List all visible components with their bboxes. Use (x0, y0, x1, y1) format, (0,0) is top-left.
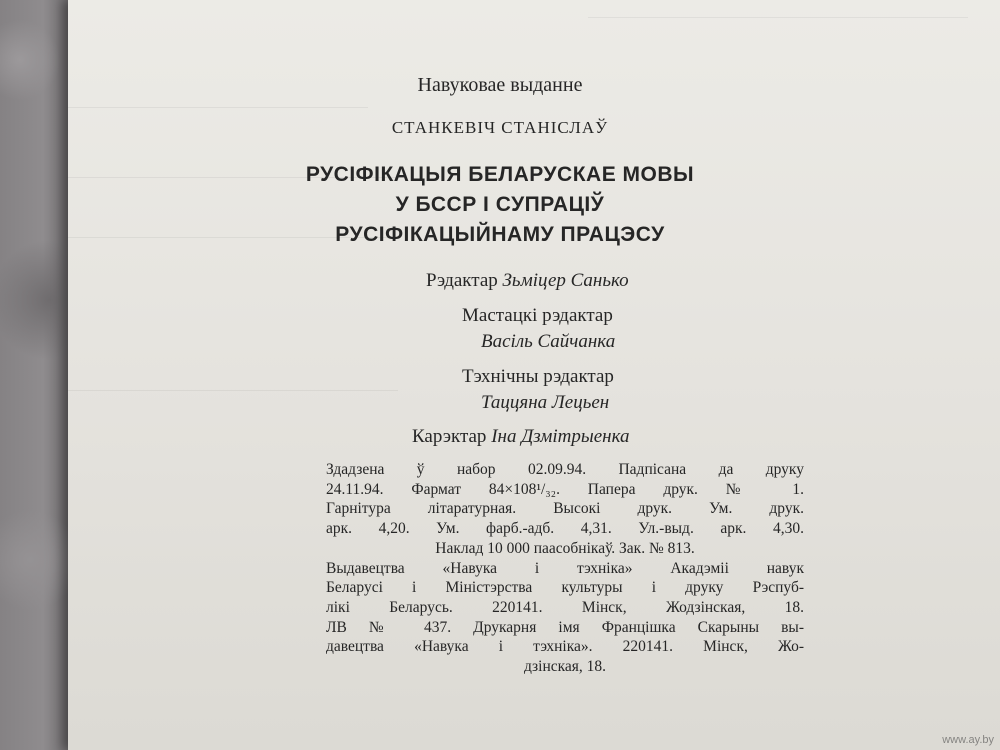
imprint-line: Выдавецтва «Навука і тэхніка» Акадэміі навук (326, 559, 804, 577)
imprint-line: арк. 4,20. Ум. фарб.-адб. 4,31. Ул.-выд. арк. 4,30. (326, 520, 804, 538)
proofreader-credit (412, 426, 630, 448)
art-editor-label: Мастацкі рэдактар (462, 305, 613, 326)
background-cloth (0, 0, 72, 750)
imprint-line: Наклад 10 000 паасобнікаў. Зак. № 813. (435, 539, 695, 557)
show-through-mark (588, 5, 968, 18)
imprint-line: Здадзена ў набор 02.09.94. Падпісана да друку (326, 461, 804, 478)
imprint-block (326, 460, 804, 677)
site-watermark: www.ay.by (942, 734, 994, 746)
book-title-line: У БССР І СУПРАЦІЎ (395, 193, 605, 216)
book-title-line: РУСІФІКАЦЫЯ БЕЛАРУСКАЕ МОВЫ (305, 163, 695, 186)
imprint-line: дзінская, 18. (523, 658, 607, 676)
imprint-line: лікі Беларусь. 220141. Мінск, Жодзінская, 18. (326, 598, 804, 616)
imprint-line: давецтва «Навука і тэхніка». 220141. Мінск, Жо- (326, 638, 804, 656)
imprint-line: 24.11.94. Фармат 84×108¹/₃₂. Папера друк. № 1. (326, 480, 804, 498)
tech-editor-name-wrap (481, 392, 609, 414)
editor-label: Рэдактар (426, 270, 498, 291)
imprint-line: ЛВ № 437. Друкарня імя Францішка Скарыны вы- (326, 618, 804, 636)
proofreader-name: Іна Дзмітрыенка (491, 426, 630, 447)
show-through-mark (68, 300, 398, 391)
art-editor-name-wrap (481, 331, 615, 353)
series-label: Навуковае выданне (417, 74, 583, 96)
art-editor-name: Васіль Сайчанка (481, 331, 616, 352)
editor-credit (426, 270, 629, 292)
tech-editor-name: Таццяна Лецьен (481, 392, 610, 413)
author-name: СТАНКЕВІЧ СТАНІСЛАЎ (391, 118, 609, 137)
book-title-line: РУСІФІКАЦЫЙНАМУ ПРАЦЭСУ (335, 223, 665, 246)
tech-editor-label: Тэхнічны рэдактар (462, 366, 614, 387)
editor-name: Зьміцер Санько (502, 270, 629, 291)
imprint-line: Гарнітура літаратурная. Высокі друк. Ум. друк. (326, 500, 804, 518)
proofreader-label: Карэктар (412, 426, 487, 447)
imprint-line: Беларусі і Міністэрства культуры і друку Рэспуб- (326, 579, 804, 597)
